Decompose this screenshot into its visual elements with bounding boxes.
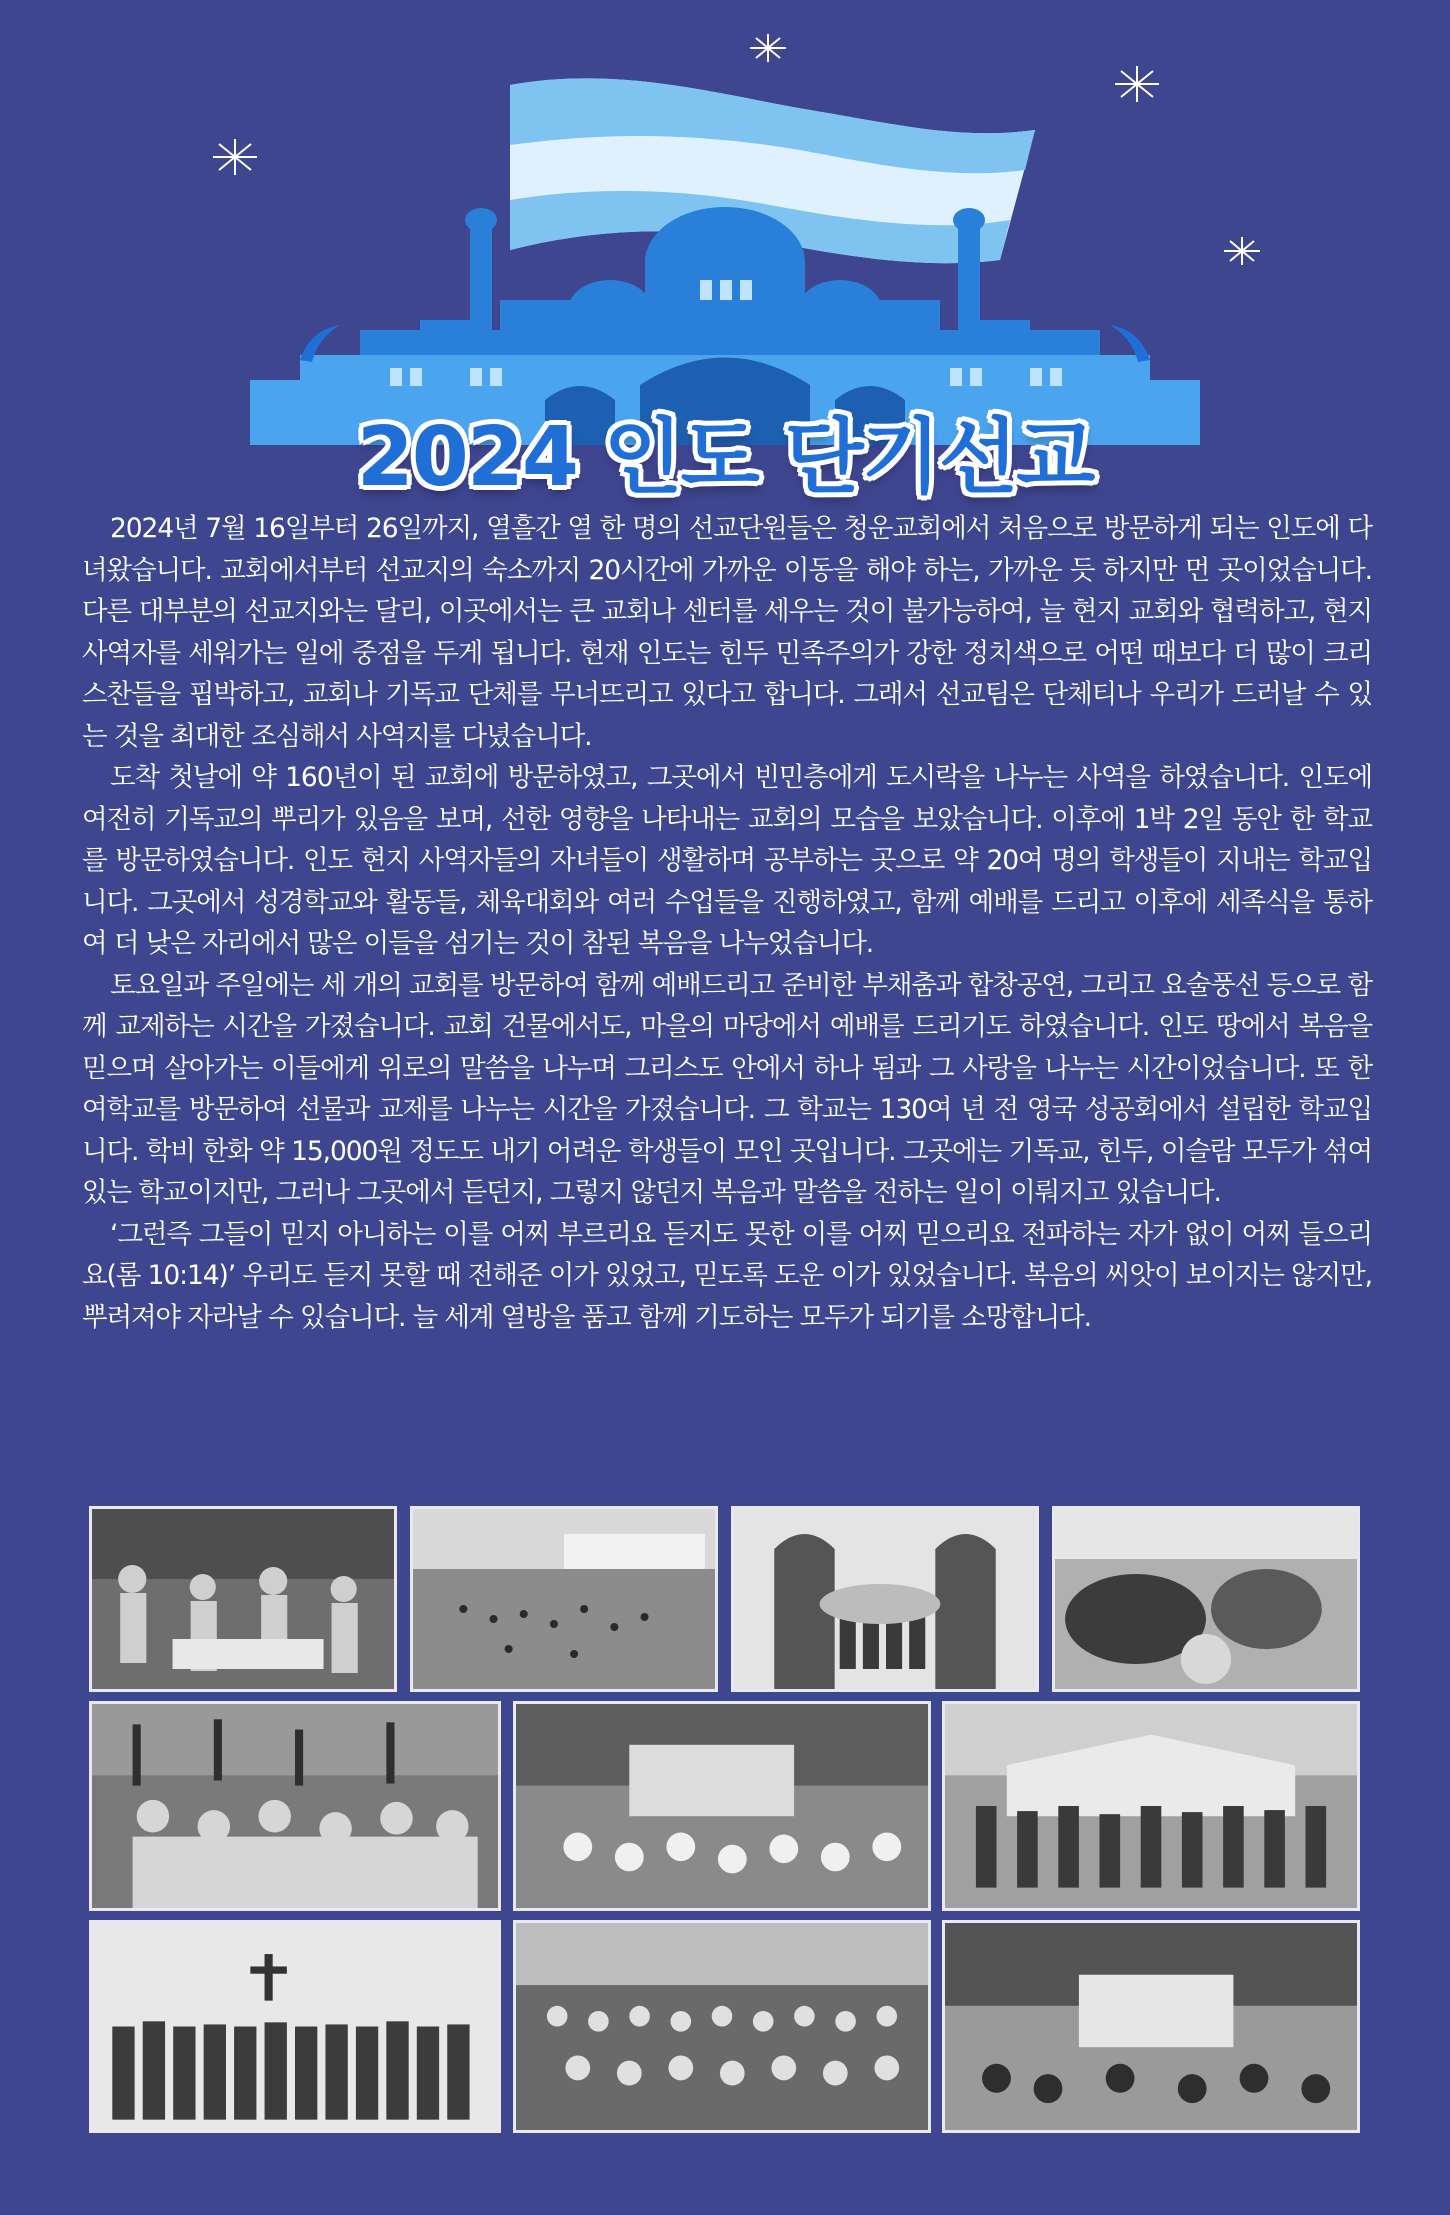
photo-foot-washing <box>1052 1506 1360 1692</box>
paragraph: 토요일과 주일에는 세 개의 교회를 방문하여 함께 예배드리고 준비한 부채춤과 합창공연, 그리고 요술풍선 등으로 함께 교제하는 시간을 가졌습니다. 교회 건물에서도, 마을의 마당에서 예배를 드리기도 하였습니다. 인도 땅에서 복음을 믿으며 살아가는 이들에게 위로의 말씀을 나누며 그리스도 안에서 하나 됨과 그 사랑을 나누는 시간이었습니다. 또 한 여학교를 방문하여 선물과 교제를 나누는 시간을 가졌습니다. 그 학교는 130여 년 전 영국 성공회에서 설립한 학교입니다. 학비 한화 약 15,000원 정도도 내기 어려운 학생들이 모인 곳입니다. 그곳에는 기독교, 힌두, 이슬람 모두가 섞여 있는 학교이지만, 그러나 그곳에서 듣던지, 그렇지 않던지 복음과 말씀을 전하는 일이 이뤄지고 있습니다. <box>82 969 1372 1208</box>
photo-stage-performance <box>731 1506 1039 1692</box>
page-title: 2024 인도 단기선교 <box>356 410 1094 505</box>
photo-village-group <box>942 1701 1360 1911</box>
photo-church-group <box>89 1920 501 2133</box>
paragraph: 2024년 7월 16일부터 26일까지, 열흘간 열 한 명의 선교단원들은 청운교회에서 처음으로 방문하게 되는 인도에 다녀왔습니다. 교회에서부터 선교지의 숙소까지 20시간에 가까운 이동을 해야 하는, 가까운 듯 하지만 먼 곳이었습니다. 다른 대부분의 선교지와는 달리, 이곳에서는 큰 교회나 센터를 세우는 것이 불가능하여, 늘 현지 교회와 협력하고, 현지 사역자를 세워가는 일에 중점을 두게 됩니다. 현재 인도는 힌두 민족주의가 강한 정치색으로 어떤 때보다 더 많이 크리스찬들을 핍박하고, 교회나 기독교 단체를 무너뜨리고 있다고 합니다. 그래서 선교팀은 단체티나 우리가 드러날 수 있는 것을 최대한 조심해서 사역지를 다녔습니다. <box>82 513 1372 752</box>
photo-village-worship <box>513 1701 931 1911</box>
photo-outdoor-gathering <box>942 1920 1360 2133</box>
article-body <box>82 508 1372 1338</box>
photo-girls-school <box>513 1920 931 2133</box>
photo-children-cheering <box>89 1701 501 1911</box>
paragraph: 도착 첫날에 약 160년이 된 교회에 방문하였고, 그곳에서 빈민층에게 도시락을 나누는 사역을 하였습니다. 인도에 여전히 기독교의 뿌리가 있음을 보며, 선한 영향을 나타내는 교회의 모습을 보았습니다. 이후에 1박 2일 동안 한 학교를 방문하였습니다. 인도 현지 사역자들의 자녀들이 생활하며 공부하는 곳으로 약 20여 명의 학생들이 지내는 학교입니다. 그곳에서 성경학교와 활동들, 체육대회와 여러 수업들을 진행하였고, 함께 예배를 드리고 이후에 세족식을 통하여 더 낮은 자리에서 많은 이들을 섬기는 것이 참된 복음을 나누었습니다. <box>82 762 1372 959</box>
photo-school-field <box>410 1506 718 1692</box>
photo-church-lunchbox <box>89 1506 397 1692</box>
paragraph: ‘그런즉 그들이 믿지 아니하는 이를 어찌 부르리요 듣지도 못한 이를 어찌 믿으리요 전파하는 자가 없이 어찌 들으리요(롬 10:14)’ 우리도 듣지 못할 때 전해준 이가 있었고, 믿도록 도운 이가 있었습니다. 복음의 씨앗이 보이지는 않지만, 뿌려져야 자라날 수 있습니다. 늘 세계 열방을 품고 함께 기도하는 모두가 되기를 소망합니다. <box>82 1218 1372 1333</box>
